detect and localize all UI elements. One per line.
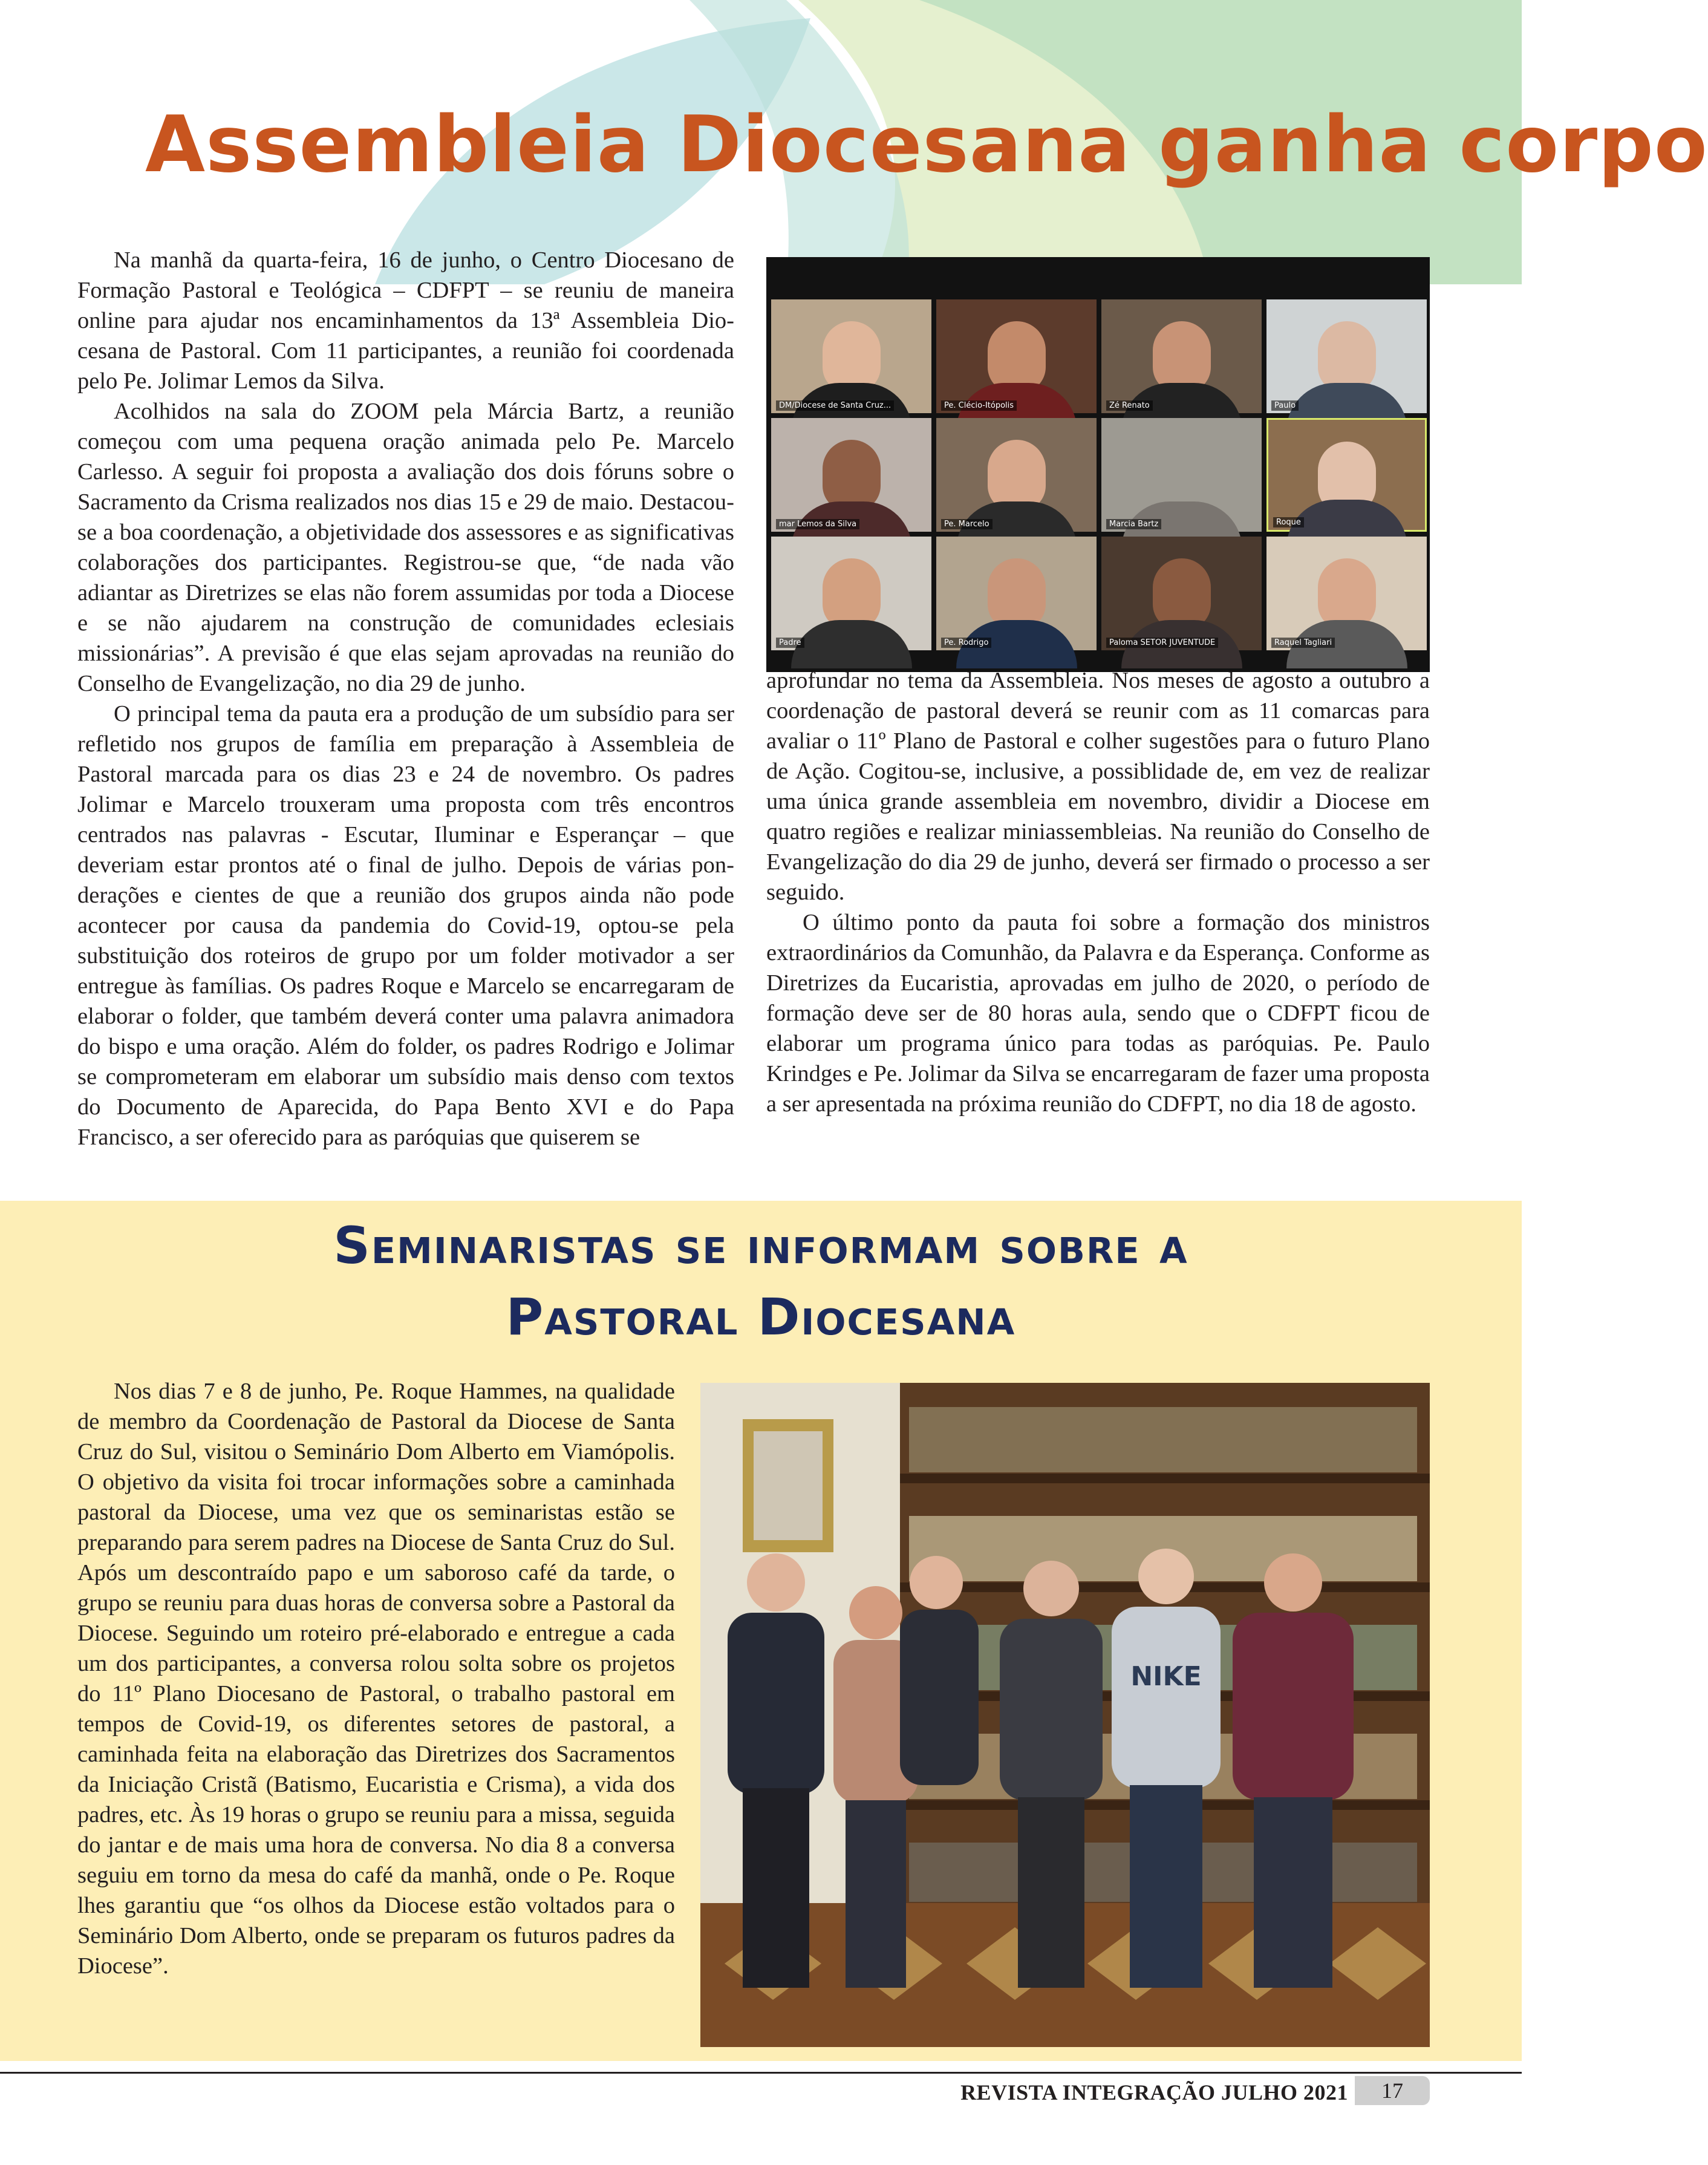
participant-label: Marcia Bartz (1106, 519, 1161, 529)
article-column-left (77, 245, 734, 1152)
participant-label: mar Lemos da Silva (776, 519, 859, 529)
title-line: Seminaristas se informam sobre a (333, 1216, 1188, 1275)
participant-label: Pe. Rodrigo (941, 638, 991, 648)
video-tile (936, 418, 1097, 532)
page-number: 17 (1355, 2076, 1430, 2105)
article-column (77, 1376, 675, 1981)
video-tile (936, 299, 1097, 413)
participant-label: Paulo (1271, 400, 1299, 411)
article-title: Assembleia Diocesana ganha corpo (145, 100, 1708, 190)
paragraph: Acolhidos na sala do ZOOM pela Márcia Bartz, a reunião começou com uma pequena oração animada pelo Pe. Marcelo Carlesso. A seguir foi proposta a avaliação dos dois fóruns sobre o Sacramento da Crisma realizados nos dias 15 e 29 de maio. Destacou-se a boa coordenação, a objetividade dos assessores e as significativas colaborações dos participantes. Registrou-se que, “de nada vão adiantar as Diretrizes se elas não forem assumidas por toda a Diocese e se não ajudarem na construção de comunidades eclesiais missionárias”. A previsão é que elas sejam aprovadas na reunião do Conselho de Evangelização, no dia 29 de junho. (77, 399, 734, 696)
participant-label: Padre (776, 638, 804, 648)
video-tile (1266, 537, 1427, 650)
publication-name: REVISTA INTEGRAÇÃO JULHO 2021 (960, 2080, 1348, 2105)
group-photo (700, 1383, 1430, 2047)
article-column-right (766, 665, 1430, 1119)
paragraph: Nos dias 7 e 8 de junho, Pe. Roque Hammes, na qualidade de membro da Coordenação de Pastoral da Diocese de Santa Cruz do Sul, visitou o Seminário Dom Alberto em Viamópolis. O objetivo da visita foi trocar informações sobre a caminhada pastoral da Diocese, uma vez que os seminaristas estão se preparando para serem padres na Diocese de Santa Cruz do Sul. Após um descontraído papo e um saboroso café da tarde, o grupo se reuniu para duas horas de conversa sobre a Pastoral da Diocese. Seguindo um roteiro pré-elaborado e entregue a cada um dos participantes, a conversa rolou solta sobre os projetos do 11º Plano Diocesano de Pastoral, o trabalho pastoral em tempos de Covid-19, os diferentes setores de pastoral, a caminhada feita na elaboração das Diretrizes dos Sacramentos da Iniciação Cristã (Batismo, Eucaristia e Crisma), a vida dos padres, etc. Às 19 horas o grupo se reuniu para a missa, seguida do jantar e de mais uma hora de conversa. No dia 8 a conversa seguiu em torno da mesa do café da manhã, onde o Pe. Roque lhes garantiu que “os olhos da Diocese estão voltados para o Seminário Dom Alberto, onde se preparam os futuros padres da Diocese”. (77, 1379, 675, 1979)
paragraph: O principal tema da pauta era a produção de um subsídio para ser refletido nos grupos de família em preparação à Assembleia de Pastoral marcada para os dias 23 e 24 de novembro. Os padres Jolimar e Marcelo trouxeram uma proposta com três encontros centrados nas palavras - Escutar, Iluminar e Esperançar – que deveriam estar prontos até o final de julho. Depois de várias ponderações e cientes de que a reunião dos grupos ainda não pode acontecer por causa da pandemia do Covid-19, optou-se pela substituição dos roteiros de grupo por um folder motivador a ser entregue às famílias. Os padres Roque e Marcelo se encarregaram de elaborar o folder, que também deverá conter uma palavra animadora do bispo e uma oração. Além do folder, os padres Rodrigo e Jolimar se comprometeram em elaborar um subsídio mais denso com textos do Documento de Aparecida, do Papa Bento XVI e do Papa Francisco, a ser oferecido para as paróquias que quiserem se (77, 701, 734, 1150)
video-tile (1101, 418, 1262, 532)
video-tile (1101, 537, 1262, 650)
video-tile (936, 537, 1097, 650)
paragraph: O último ponto da pauta foi sobre a formação dos ministros extraordinários da Comunhão, da Palavra e da Esperança. Conforme as Diretrizes da Eucaristia, aprovadas em julho de 2020, o período de formação deve ser de 80 horas aula, sendo que o CDFPT ficou de elaborar um programa único para todas as paróquias. Pe. Paulo Krindges e Pe. Jolimar da Silva se encarregaram de fazer uma proposta a ser apresentada na próxima reunião do CDFPT, no dia 18 de agosto. (766, 910, 1430, 1117)
paragraph: Na manhã da quarta-feira, 16 de junho, o Centro Diocesano de Formação Pastoral e Teológica – CDFPT – se reuniu de maneira online para ajudar nos encaminhamentos da 13ª Assembleia Diocesana de Pastoral. Com 11 participantes, a reunião foi coordenada pelo Pe. Jolimar Lemos da Silva. (77, 247, 734, 394)
participant-label: Paloma SETOR JUVENTUDE (1106, 638, 1218, 648)
zoom-meeting-photo (766, 257, 1430, 672)
participant-label: Pe. Marcelo (941, 519, 993, 529)
video-tile (1101, 299, 1262, 413)
title-line: Pastoral Diocesana (506, 1287, 1016, 1347)
video-tile (771, 418, 931, 532)
video-tile (1266, 299, 1427, 413)
sweater-text: NIKE (1130, 1661, 1202, 1692)
article-title (0, 1210, 1522, 1353)
participant-label: Zé Renato (1106, 400, 1153, 411)
paragraph: aprofundar no tema da Assembleia. Nos meses de agosto a outubro a coordenação de pastoral deverá se reunir com as 11 comarcas para avaliar o 11º Plano de Pastoral e colher sugestões para o futuro Plano de Ação. Cogitou-se, inclusive, a possiblidade de, em vez de realizar uma única grande assembleia em novembro, dividir a Diocese em quatro regiões e realizar miniassembleias. Na reunião do Conselho de Evangelização do dia 29 de junho, deverá ser firmado o processo a ser seguido. (766, 668, 1430, 905)
participant-label: Pe. Clécio-Itópolis (941, 400, 1017, 411)
participant-label: Roque (1273, 517, 1304, 527)
participant-label: DM/Diocese de Santa Cruz... (776, 400, 894, 411)
participant-label: Raquel Tagliari (1271, 638, 1335, 648)
video-tile (771, 299, 931, 413)
group-photo-illustration (700, 1383, 1430, 2047)
video-tile (1266, 418, 1427, 532)
footer-rule (0, 2072, 1522, 2074)
video-tile (771, 537, 931, 650)
